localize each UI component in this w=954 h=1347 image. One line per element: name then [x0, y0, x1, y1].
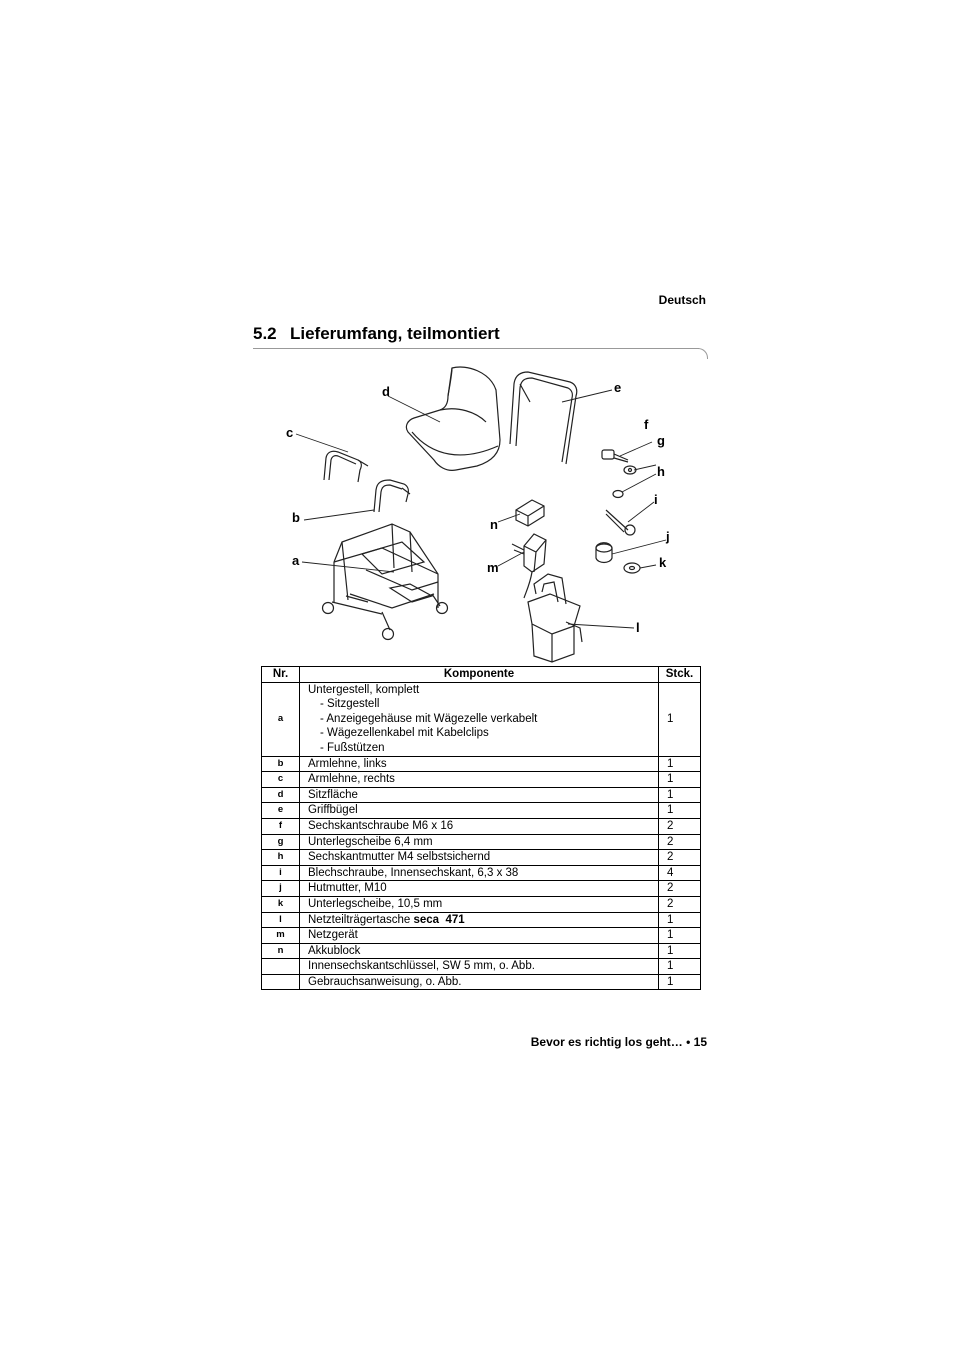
row-nr: m: [262, 928, 300, 944]
page-footer: Bevor es richtig los geht… • 15: [530, 1035, 707, 1049]
table-row: [262, 787, 701, 803]
heading-rule: [253, 348, 699, 349]
row-qty: 2: [659, 896, 701, 912]
row-component: Gebrauchsanweisung, o. Abb.: [300, 974, 659, 990]
figure-label-c: c: [286, 425, 294, 440]
row-nr: f: [262, 818, 300, 834]
row-qty: 1: [659, 959, 701, 975]
row-component: Sechskantmutter M4 selbstsichernd: [300, 850, 659, 866]
armrest-right-drawing: [324, 451, 368, 482]
hardware-drawing: [596, 450, 640, 573]
row-component: Unterlegscheibe 6,4 mm: [300, 834, 659, 850]
heading-rule-hook: [697, 348, 708, 359]
row-qty: 1: [659, 943, 701, 959]
row-nr: l: [262, 912, 300, 928]
figure-label-b: b: [292, 510, 300, 525]
row-qty: 1: [659, 928, 701, 944]
row-component: Hutmutter, M10: [300, 881, 659, 897]
table-row: [262, 928, 701, 944]
row-component: [300, 912, 659, 928]
carrier-bag-drawing: [528, 574, 582, 662]
table-row: [262, 803, 701, 819]
row-nr: [262, 959, 300, 975]
table-row: [262, 834, 701, 850]
component-title: Untergestell, komplett: [308, 683, 420, 696]
seat-shell-drawing: [406, 367, 500, 470]
language-label: Deutsch: [658, 293, 706, 307]
section-title: Lieferumfang, teilmontiert: [290, 324, 500, 343]
leader-lines: [296, 390, 666, 628]
row-component: [300, 682, 659, 756]
row-nr: i: [262, 865, 300, 881]
row-qty: 1: [659, 974, 701, 990]
figure-label-h: h: [657, 464, 665, 479]
row-nr: g: [262, 834, 300, 850]
figure-label-m: m: [487, 560, 499, 575]
row-nr: [262, 974, 300, 990]
battery-block-drawing: [516, 500, 544, 526]
parts-drawing: [262, 362, 702, 664]
row-qty: 2: [659, 834, 701, 850]
row-nr: b: [262, 756, 300, 772]
component-subitem: - Wägezellenkabel mit Kabelclips: [320, 727, 489, 740]
section-number: 5.2: [253, 324, 277, 343]
section-heading: [253, 324, 500, 344]
row-component: Sitzfläche: [300, 787, 659, 803]
table-row: [262, 850, 701, 866]
table-row: [262, 682, 701, 756]
armrest-left-drawing: [374, 480, 410, 512]
row-nr: h: [262, 850, 300, 866]
header-component: Komponente: [300, 667, 659, 683]
table-row: [262, 818, 701, 834]
row-nr: k: [262, 896, 300, 912]
row-component: Netzgerät: [300, 928, 659, 944]
row-qty: 1: [659, 803, 701, 819]
figure-label-i: i: [654, 492, 658, 507]
figure-label-d: d: [382, 384, 390, 399]
component-text: Netzteilträgertasche: [308, 913, 414, 926]
brand-name: seca 471: [413, 913, 465, 926]
row-component: Blechschraube, Innensechskant, 6,3 x 38: [300, 865, 659, 881]
figure-label-a: a: [292, 553, 300, 568]
row-component: Sechskantschraube M6 x 16: [300, 818, 659, 834]
row-nr: n: [262, 943, 300, 959]
figure-label-e: e: [614, 380, 622, 395]
header-nr: Nr.: [262, 667, 300, 683]
figure-label-l: l: [636, 620, 640, 635]
component-subitem: - Sitzgestell: [320, 698, 380, 711]
row-qty: 1: [659, 772, 701, 788]
header-qty: Stck.: [659, 667, 701, 683]
row-component: Armlehne, links: [300, 756, 659, 772]
parts-illustration: [262, 362, 702, 664]
table-row: [262, 912, 701, 928]
table-row: [262, 974, 701, 990]
base-frame-drawing: [323, 524, 448, 640]
row-qty: 1: [659, 756, 701, 772]
table-header-row: [262, 667, 701, 683]
row-qty: 4: [659, 865, 701, 881]
row-qty: 2: [659, 881, 701, 897]
table-row: [262, 959, 701, 975]
power-adapter-drawing: [512, 534, 546, 598]
table-row: [262, 865, 701, 881]
row-nr: j: [262, 881, 300, 897]
table-row: [262, 756, 701, 772]
row-qty: 1: [659, 787, 701, 803]
table-row: [262, 881, 701, 897]
row-component: Innensechskantschlüssel, SW 5 mm, o. Abb.: [300, 959, 659, 975]
row-component: Griffbügel: [300, 803, 659, 819]
table-row: [262, 943, 701, 959]
handle-bar-drawing: [510, 372, 577, 464]
row-qty: 2: [659, 850, 701, 866]
row-nr: d: [262, 787, 300, 803]
component-subitem: - Anzeigegehäuse mit Wägezelle verkabelt: [320, 712, 538, 725]
table-row: [262, 772, 701, 788]
figure-label-f: f: [644, 417, 649, 432]
row-nr: c: [262, 772, 300, 788]
parts-table: [261, 666, 701, 990]
figure-label-g: g: [657, 433, 665, 448]
row-component: Unterlegscheibe, 10,5 mm: [300, 896, 659, 912]
figure-label-k: k: [659, 555, 667, 570]
row-qty: 1: [659, 682, 701, 756]
row-nr: a: [262, 682, 300, 756]
row-component: Akkublock: [300, 943, 659, 959]
row-qty: 2: [659, 818, 701, 834]
row-nr: e: [262, 803, 300, 819]
figure-label-j: j: [666, 529, 670, 544]
component-subitem: - Fußstützen: [320, 741, 385, 754]
figure-label-n: n: [490, 517, 498, 532]
table-row: [262, 896, 701, 912]
row-qty: 1: [659, 912, 701, 928]
row-component: Armlehne, rechts: [300, 772, 659, 788]
